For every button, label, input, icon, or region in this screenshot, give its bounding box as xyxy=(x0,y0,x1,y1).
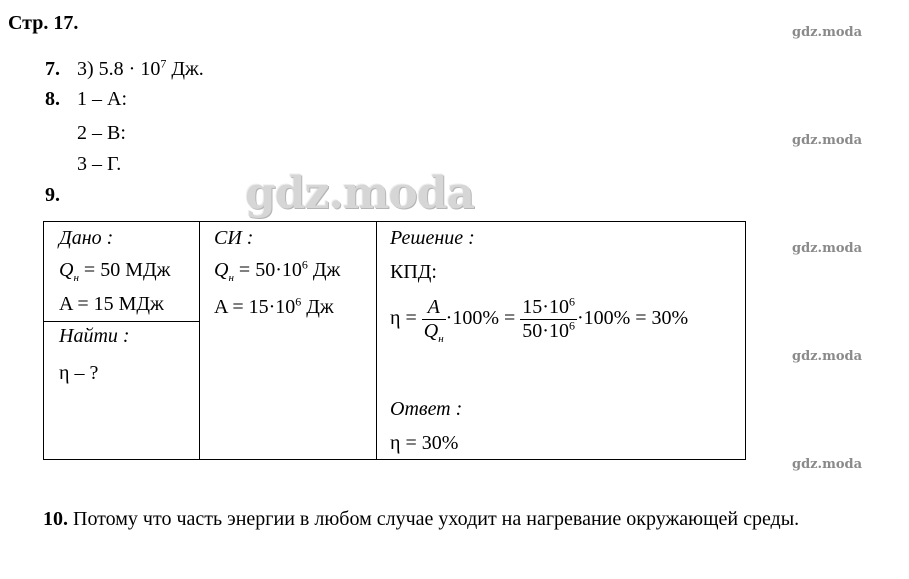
item-10-text: Потому что часть энергии в любом случае уходит на нагревание окружающей среды. xyxy=(73,508,800,530)
given-q-symbol: Q xyxy=(59,259,74,281)
answer-value: η = 30% xyxy=(390,432,459,454)
item-number-7: 7. xyxy=(45,58,60,80)
item-8-line: 2 – В: xyxy=(77,122,126,144)
answer-label: Ответ : xyxy=(390,398,463,420)
formula-middle-1: ·100% = xyxy=(445,307,516,330)
si-a-value: A = 15·10 xyxy=(214,296,296,318)
watermark-label: gdz.moda xyxy=(792,349,863,364)
solution-kpd: КПД: xyxy=(390,261,437,283)
find-value: η – ? xyxy=(59,362,99,384)
fraction-1-q-subscript: н xyxy=(438,333,444,345)
formula-fraction-1 xyxy=(422,296,446,343)
fraction-1-denominator xyxy=(422,320,446,343)
fraction-2-numerator-exponent: 6 xyxy=(568,294,575,309)
table-divider xyxy=(199,222,200,459)
page-title: Стр. 17. xyxy=(8,12,79,34)
formula-fraction-2 xyxy=(520,296,577,343)
solution-formula xyxy=(390,296,688,343)
item-number-8: 8. xyxy=(45,88,60,110)
si-q-line xyxy=(214,259,340,282)
item-7-unit: Дж. xyxy=(166,58,204,80)
table-divider xyxy=(376,222,377,459)
si-a-line xyxy=(214,296,334,319)
item-number-9: 9. xyxy=(45,184,60,206)
item-8-line: 1 – А: xyxy=(77,88,127,110)
table-divider xyxy=(44,321,199,322)
given-q-value: = 50 МДж xyxy=(83,259,171,281)
item-8-line: 3 – Г. xyxy=(77,153,122,175)
watermark-label: gdz.moda xyxy=(792,25,863,40)
item-10 xyxy=(43,508,799,531)
fraction-1-q-symbol: Q xyxy=(423,320,439,342)
watermark-label: gdz.moda xyxy=(792,241,863,256)
solution-table xyxy=(43,221,746,460)
item-7-text: 3) 5.8 · 10 xyxy=(77,58,161,80)
si-a-exponent: 6 xyxy=(295,294,302,309)
si-q-symbol: Q xyxy=(214,259,229,281)
si-q-exponent: 6 xyxy=(301,257,308,272)
fraction-2-numerator xyxy=(520,296,577,320)
watermark-label: gdz.moda xyxy=(792,133,863,148)
si-q-value: = 50·10 xyxy=(238,259,302,281)
item-7-answer xyxy=(77,58,204,81)
fraction-2-denominator xyxy=(520,320,577,343)
item-7-exponent: 7 xyxy=(160,56,167,71)
fraction-1-numerator: A xyxy=(422,296,446,320)
formula-middle-2: ·100% = 30% xyxy=(576,307,689,330)
solution-label: Решение : xyxy=(390,227,475,249)
given-label: Дано : xyxy=(59,227,114,249)
si-q-unit: Дж xyxy=(307,259,341,281)
formula-eta: η = xyxy=(390,307,417,330)
fraction-2-denominator-exponent: 6 xyxy=(568,318,575,333)
fraction-2-denominator-base: 50·10 xyxy=(522,320,569,342)
given-a-line: A = 15 МДж xyxy=(59,293,164,315)
si-q-subscript: н xyxy=(228,272,234,284)
find-label: Найти : xyxy=(59,325,130,347)
given-q-subscript: н xyxy=(73,272,79,284)
watermark-label: gdz.moda xyxy=(792,457,863,472)
fraction-2-numerator-base: 15·10 xyxy=(522,296,569,318)
given-q-line xyxy=(59,259,170,282)
si-a-unit: Дж xyxy=(301,296,334,318)
si-label: СИ : xyxy=(214,227,254,249)
item-number-10: 10. xyxy=(43,508,68,530)
watermark-big: gdz.moda xyxy=(245,168,475,219)
